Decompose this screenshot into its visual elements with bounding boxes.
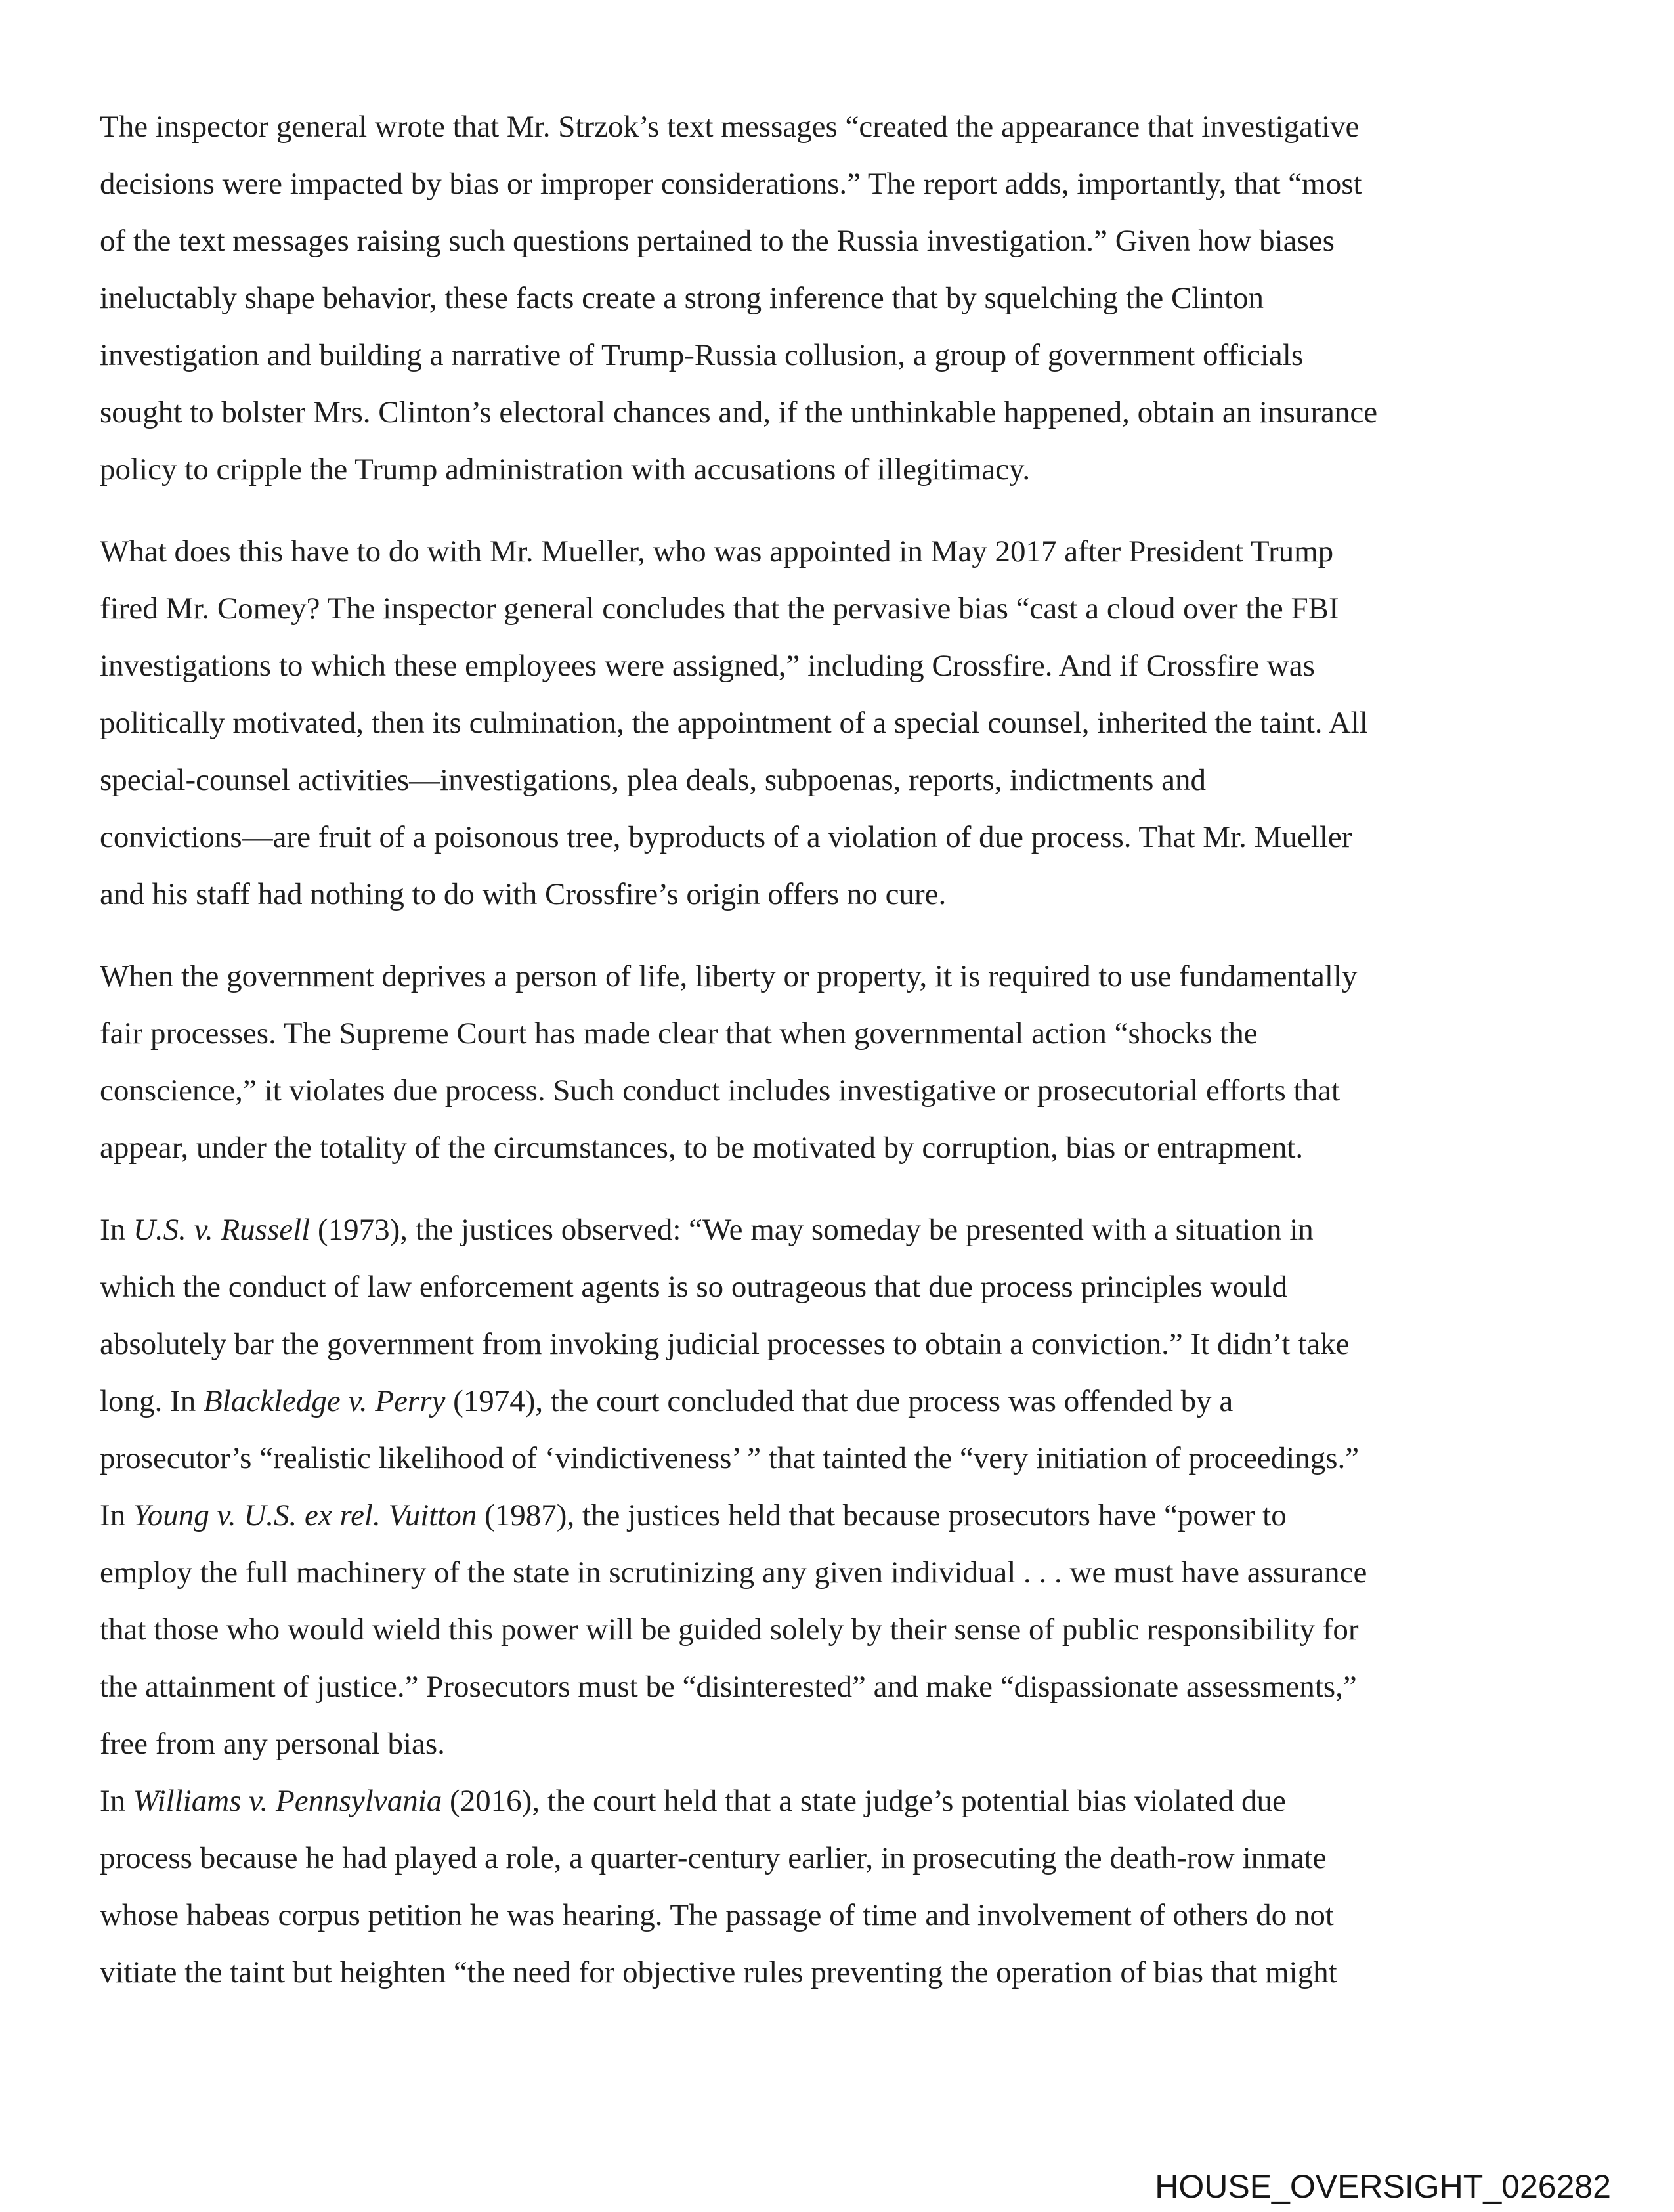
text-segment: whose habeas corpus petition he was hearing. The passage of time and involvement of others do not [100,1898,1334,1932]
paragraph [100,98,1583,498]
case-citation: Williams v. Pennsylvania [133,1784,442,1818]
text-line [100,1944,1583,2001]
text-segment: When the government deprives a person of life, liberty or property, it is required to use fundamentally [100,959,1358,993]
text-segment: investigation and building a narrative of Trump-Russia collusion, a group of government officials [100,338,1304,372]
text-line [100,1202,1583,1259]
text-line [100,752,1583,809]
text-segment: appear, under the totality of the circumstances, to be motivated by corruption, bias or entrapment. [100,1131,1304,1165]
text-line [100,638,1583,695]
text-line [100,1716,1583,1773]
paragraph [100,1773,1583,2001]
text-line [100,1659,1583,1716]
text-line [100,695,1583,752]
text-line [100,1487,1583,1544]
text-line [100,1119,1583,1177]
text-segment: that those who would wield this power will be guided solely by their sense of public responsibility for [100,1613,1359,1647]
case-citation: Blackledge v. Perry [203,1384,446,1418]
text-line [100,948,1583,1005]
document-body [100,98,1583,2001]
text-line [100,1830,1583,1887]
text-segment: In [100,1213,133,1247]
text-line [100,1316,1583,1373]
text-segment: convictions—are fruit of a poisonous tree, byproducts of a violation of due process. That Mr. Mueller [100,820,1352,854]
text-segment: What does this have to do with Mr. Mueller, who was appointed in May 2017 after President Trump [100,534,1334,569]
paragraph [100,948,1583,1177]
text-segment: and his staff had nothing to do with Crossfire’s origin offers no cure. [100,877,947,911]
text-line [100,327,1583,384]
paragraph [100,1202,1583,1773]
text-segment: (2016), the court held that a state judge’s potential bias violated due [442,1784,1286,1818]
text-line [100,156,1583,213]
text-segment: (1974), the court concluded that due process was offended by a [445,1384,1234,1418]
case-citation: U.S. v. Russell [133,1213,311,1247]
text-line [100,1005,1583,1062]
text-line [100,1544,1583,1601]
text-segment: decisions were impacted by bias or improper considerations.” The report adds, importantly, that “most [100,167,1362,201]
text-line [100,270,1583,327]
text-line [100,1773,1583,1830]
text-segment: the attainment of justice.” Prosecutors must be “disinterested” and make “dispassionate assessments,” [100,1670,1357,1704]
text-line [100,580,1583,638]
text-line [100,1887,1583,1944]
text-segment: special-counsel activities—investigations, plea deals, subpoenas, reports, indictments and [100,763,1207,797]
paragraph [100,523,1583,923]
text-segment: sought to bolster Mrs. Clinton’s electoral chances and, if the unthinkable happened, obtain an insurance [100,395,1378,429]
text-line [100,1430,1583,1487]
text-segment: of the text messages raising such questions pertained to the Russia investigation.” Given how biases [100,224,1335,258]
text-segment: vitiate the taint but heighten “the need for objective rules preventing the operation of bias that might [100,1955,1337,1989]
case-citation: Young v. U.S. ex rel. Vuitton [133,1498,477,1532]
text-line [100,1601,1583,1659]
text-line [100,1062,1583,1119]
text-segment: conscience,” it violates due process. Such conduct includes investigative or prosecutorial efforts that [100,1073,1340,1108]
text-segment: investigations to which these employees were assigned,” including Crossfire. And if Crossfire was [100,649,1315,683]
text-segment: In [100,1498,133,1532]
text-line [100,1259,1583,1316]
text-segment: policy to cripple the Trump administration with accusations of illegitimacy. [100,452,1031,487]
text-line [100,809,1583,866]
text-segment: fired Mr. Comey? The inspector general concludes that the pervasive bias “cast a cloud over the FBI [100,592,1339,626]
text-segment: (1987), the justices held that because prosecutors have “power to [477,1498,1287,1532]
text-line [100,866,1583,923]
text-segment: which the conduct of law enforcement agents is so outrageous that due process principles would [100,1270,1287,1304]
bates-number: HOUSE_OVERSIGHT_026282 [1155,2168,1611,2205]
text-segment: politically motivated, then its culmination, the appointment of a special counsel, inherited the taint. All [100,706,1368,740]
text-segment: (1973), the justices observed: “We may someday be presented with a situation in [310,1213,1314,1247]
text-line [100,523,1583,580]
text-segment: employ the full machinery of the state in scrutinizing any given individual . . . we must have assurance [100,1555,1367,1590]
text-segment: long. In [100,1384,204,1418]
text-segment: free from any personal bias. [100,1727,445,1761]
text-segment: The inspector general wrote that Mr. Strzok’s text messages “created the appearance that investigative [100,110,1360,144]
text-segment: ineluctably shape behavior, these facts create a strong inference that by squelching the Clinton [100,281,1264,315]
text-line [100,98,1583,156]
text-segment: process because he had played a role, a quarter-century earlier, in prosecuting the death-row inmate [100,1841,1327,1875]
text-line [100,213,1583,270]
text-line [100,1373,1583,1430]
text-segment: fair processes. The Supreme Court has made clear that when governmental action “shocks the [100,1016,1258,1051]
text-line [100,384,1583,441]
text-segment: In [100,1784,133,1818]
text-segment: prosecutor’s “realistic likelihood of ‘vindictiveness’ ” that tainted the “very initiation of proceedings.” [100,1441,1360,1475]
text-line [100,441,1583,498]
text-segment: absolutely bar the government from invoking judicial processes to obtain a conviction.” It didn’t take [100,1327,1350,1361]
